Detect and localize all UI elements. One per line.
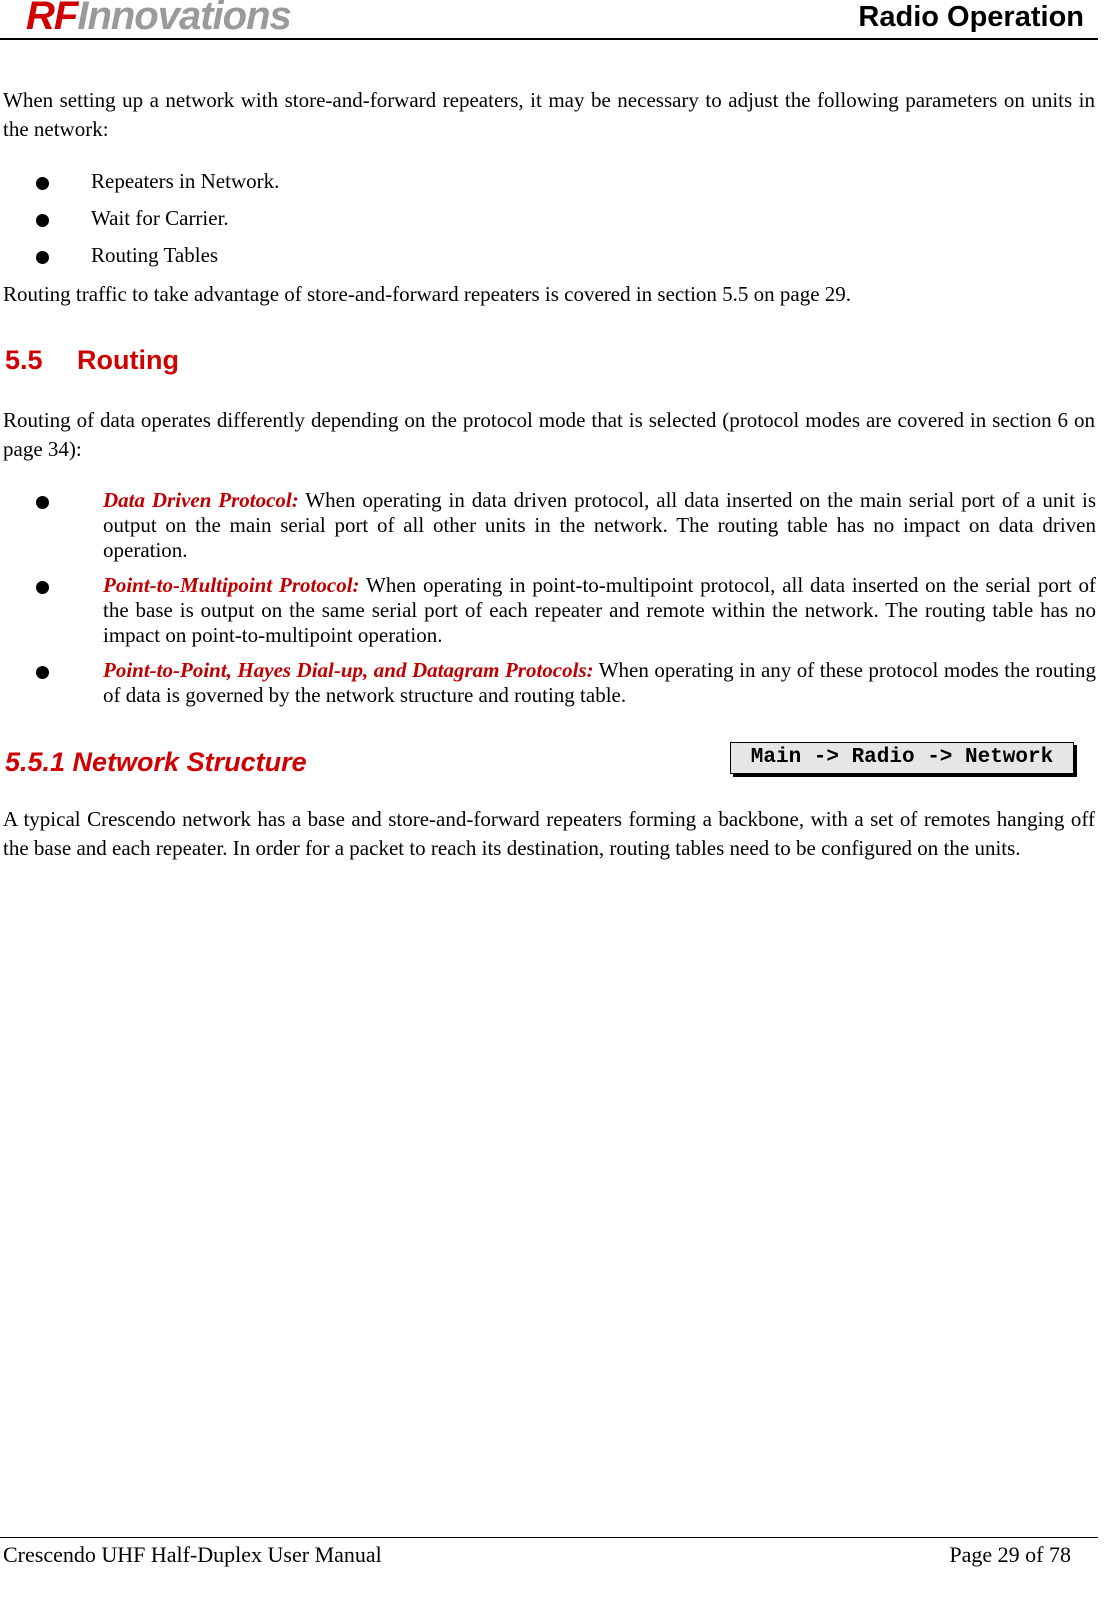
parameter-list — [0, 166, 600, 277]
routing-reference-paragraph: Routing traffic to take advantage of store-and-forward repeaters is covered in section 5.5 on page 29. — [3, 282, 852, 306]
section-heading-routing: 5.5 Routing — [5, 345, 179, 375]
footer-manual-title: Crescendo UHF Half-Duplex User Manual — [3, 1542, 382, 1567]
bullet-icon — [36, 177, 49, 190]
bullet-icon — [36, 251, 49, 264]
chapter-title: Radio Operation — [858, 1, 1084, 33]
routing-paragraph: Routing of data operates differently depending on the protocol mode that is selected (protocol modes are covered in section 6 on page 34): — [3, 408, 1095, 461]
list-item: Point-to-Point, Hayes Dial-up, and Datagram Protocols: When operating in any of these protocol modes the routing of data is governed by the network structure and routing table. — [0, 658, 1100, 708]
list-item: Routing Tables — [0, 240, 600, 277]
bullet-icon — [36, 496, 49, 509]
page-number: Page 29 of 78 — [949, 1542, 1071, 1567]
bullet-icon — [36, 666, 49, 679]
menu-path-badge: Main -> Radio -> Network — [730, 742, 1074, 774]
list-item: Wait for Carrier. — [0, 203, 600, 240]
bullet-icon — [36, 581, 49, 594]
list-item: Repeaters in Network. — [0, 166, 600, 203]
page-header — [0, 0, 1098, 40]
intro-paragraph: When setting up a network with store-and-forward repeaters, it may be necessary to adjust the following parameters on units in the network: — [3, 88, 1095, 141]
protocol-list — [0, 488, 1100, 718]
section-heading-network-structure: 5.5.1 Network Structure — [5, 747, 307, 777]
list-item: Data Driven Protocol: When operating in data driven protocol, all data inserted on the main serial port of a unit is output on the main serial port of all other units in the network. The routing table has no impact on data driven operation. — [0, 488, 1100, 563]
list-item: Point-to-Multipoint Protocol: When operating in point-to-multipoint protocol, all data inserted on the serial port of the base is output on the same serial port of each repeater and remote within the network. The routing table has no impact on point-to-multipoint operation. — [0, 573, 1100, 648]
bullet-icon — [36, 214, 49, 227]
footer-divider — [0, 1537, 1098, 1538]
company-logo: RFInnovations — [26, 0, 291, 38]
network-structure-paragraph: A typical Crescendo network has a base and store-and-forward repeaters forming a backbone, with a set of remotes hanging off the base and each repeater. In order for a packet to reach its destination, routing tables need to be configured on the units. — [3, 807, 1095, 860]
